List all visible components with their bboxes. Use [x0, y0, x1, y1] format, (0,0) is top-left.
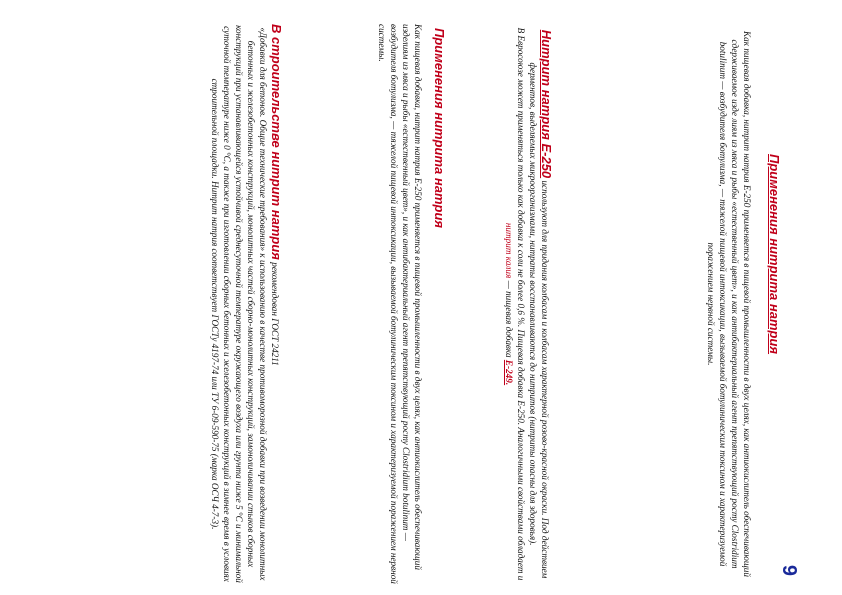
section-text-applications-2: Как пищевая добавка, нитрит натрия E-250 применяется в пищевой промышленности в двух целях, как антиокислитель обеспечивающий изделиям из мяса и рыбы «естественный цвет», и как антибактериальный агент препятствующий росту Clostridium botulinum — возбудителя ботулизма, — тяжелой пищевой интоксикации, вызываемой ботулиническим токсином и характеризуемой поражением нервной системы. — [377, 24, 423, 584]
potassium-nitrite-highlight: нитрит калия — [504, 222, 514, 279]
e250-text-part-b: В Евросоюзе может применяться только как добавка к соли не более 0,6 %. Пищевая добавка E-250. Аналогичными свойствами обладает и — [516, 27, 526, 581]
construction-text-part-a: рекомендован ГОСТ 24211 — [270, 259, 280, 366]
e250-text-part-c: — пищевая добавка — [504, 278, 514, 360]
section-heading-construction: В строительстве нитрит натрия — [269, 24, 284, 260]
e249-label: E-249. — [504, 359, 514, 386]
rotated-slide-content — [102, 24, 802, 584]
page-number: 9 — [778, 564, 800, 576]
section-e250 — [503, 24, 552, 584]
construction-text-part-b: «Добавки для бетонов. Общие технические требования» к использованию в качестве противоморозной добавки при возведении монолитных бетонных и железобетонных конструкций, монолитных частей сборно-монолитных конструкций, замоноличивании стыков сборных конструкций при устанавливающейся устойчивой среднесуточной температуре окружающего воздуха или грунта ниже 5 °С и минимальной суточной температуре ниже 0 °С, а также при изготовлении сборных бетонных и железобетонных конструкций в зимнее время в условиях строительной площадки. Нитрит натрия соответствует ГОСТу 4197-74 или ТУ 6-09-590-75 (марка ОСЧ 4-7-3). — [210, 25, 268, 583]
section-applications-2 — [376, 24, 447, 584]
section-construction — [209, 24, 282, 584]
section-applications-1 — [705, 24, 782, 584]
section-text-applications: Как пищевая добавка, нитрит натрия E-250 применяется в пищевой промышленности в двух целях, как антиокислитель обеспечивающий сдерживаемое изде лиям из мяса и рыбы «естественный цвет», и как антибактериальный агент препятствующий росту Clostridium botulinum — возбудителя ботулизма, — тяжелой пищевой интоксикации, вызываемой ботулиническим токсином и характеризуемой поражением нервной системы. — [706, 31, 752, 577]
e250-text-part-a: используют для придания колбасам и колбасам характерной розово-красной окраски. Под действием ферментов, выделяемых микроорганизмами, нитраты восстанавливаются до нитритов (нитриты опасны для здоровья). — [528, 62, 550, 579]
section-heading-e250: Нитрит натрия Е-250 — [539, 29, 554, 179]
section-heading-applications: Применения нитрита натрия — [767, 154, 782, 355]
section-heading-applications-2: Применения нитрита натрия — [432, 28, 447, 229]
